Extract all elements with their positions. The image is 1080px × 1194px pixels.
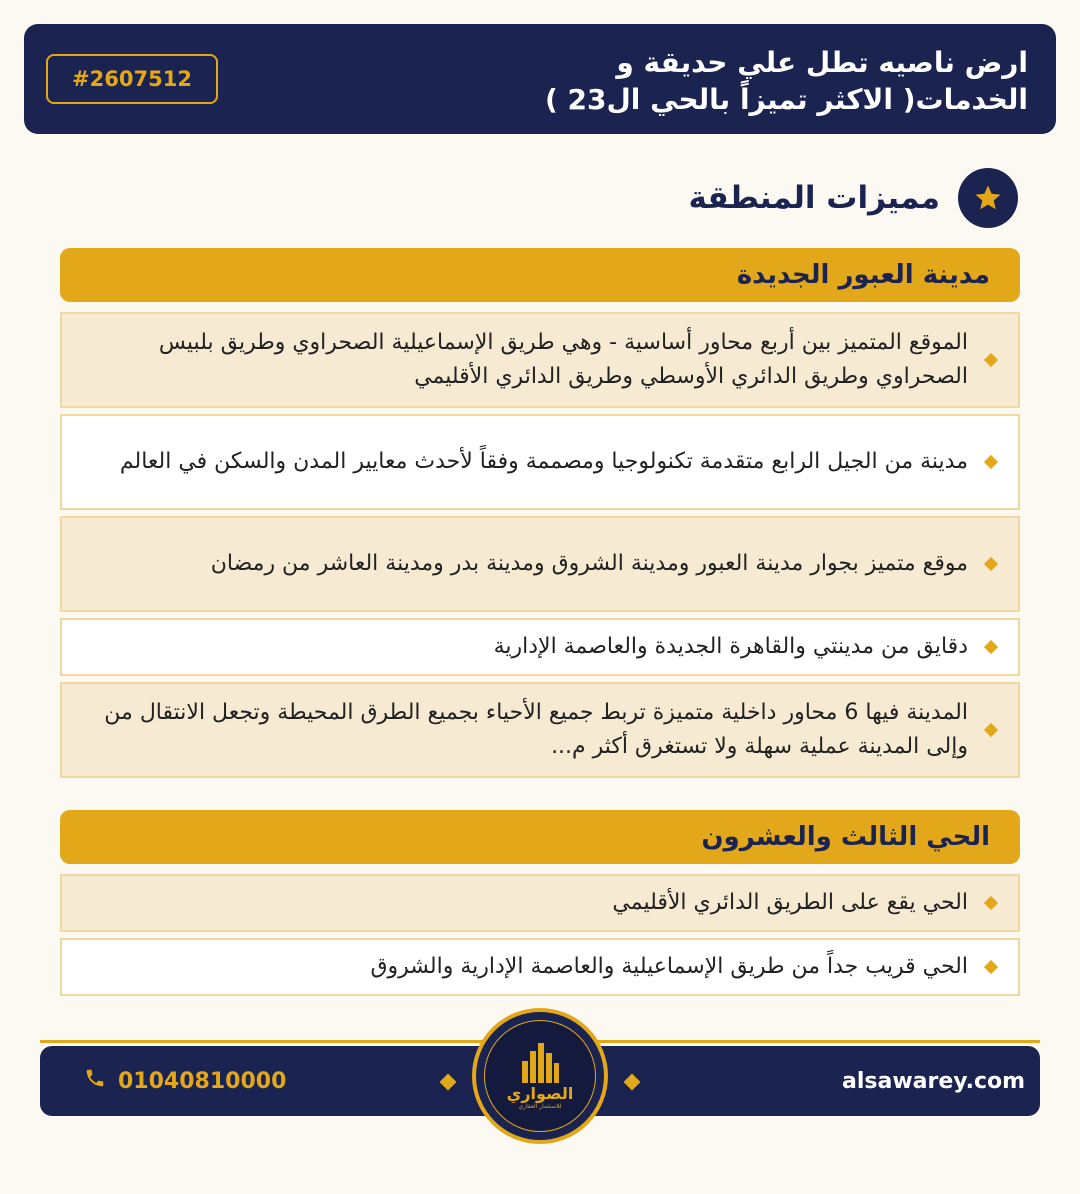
star-icon <box>958 168 1018 228</box>
phone-link[interactable] <box>84 1046 286 1116</box>
list-item: الحي قريب جداً من طريق الإسماعيلية والعاصمة الإدارية والشروق <box>60 938 1020 996</box>
list-item: الحي يقع على الطريق الدائري الأقليمي <box>60 874 1020 932</box>
listing-id-badge: #2607512 <box>46 54 218 104</box>
group-heading-obour: مدينة العبور الجديدة <box>60 248 1020 302</box>
diamond-ornament-icon <box>440 1074 457 1091</box>
diamond-bullet-icon <box>984 640 998 654</box>
phone-number: 01040810000 <box>118 1068 287 1094</box>
section-title-row <box>689 168 1019 228</box>
listing-title <box>328 44 1028 118</box>
list-item: دقايق من مدينتي والقاهرة الجديدة والعاصمة الإدارية <box>60 618 1020 676</box>
group-heading-district-23: الحي الثالث والعشرون <box>60 810 1020 864</box>
diamond-bullet-icon <box>984 723 998 737</box>
list-item: موقع متميز بجوار مدينة العبور ومدينة الشروق ومدينة بدر ومدينة العاشر من رمضان <box>60 516 1020 612</box>
listing-header <box>24 24 1056 134</box>
logo-subtitle: للاستثمار العقاري <box>518 1103 562 1110</box>
diamond-ornament-icon <box>624 1074 641 1091</box>
diamond-bullet-icon <box>984 455 998 469</box>
listing-title-line1: ارض ناصيه تطل علي حديقة و <box>616 46 1028 79</box>
diamond-bullet-icon <box>984 557 998 571</box>
website-link[interactable]: alsawarey.com <box>842 1068 1026 1094</box>
listing-title-line2: الخدمات( الاكثر تميزاً بالحي ال23 ) <box>544 83 1028 116</box>
building-icon <box>516 1041 564 1083</box>
list-item: الموقع المتميز بين أربع محاور أساسية - وهي طريق الإسماعيلية الصحراوي وطريق بلبيس الصحراوي وطريق الدائري الأوسطي وطريق الدائري الأقليمي <box>60 312 1020 408</box>
company-logo <box>472 1008 608 1144</box>
list-item: مدينة من الجيل الرابع متقدمة تكنولوجيا ومصممة وفقاً لأحدث معايير المدن والسكن في العالم <box>60 414 1020 510</box>
section-title: مميزات المنطقة <box>688 180 940 216</box>
diamond-bullet-icon <box>984 960 998 974</box>
diamond-bullet-icon <box>984 353 998 367</box>
phone-icon <box>84 1067 106 1095</box>
list-item: المدينة فيها 6 محاور داخلية متميزة تربط جميع الأحياء بجميع الطرق المحيطة وتجعل الانتقال من وإلى المدينة عملية سهلة ولا تستغرق أكثر م... <box>60 682 1020 778</box>
diamond-bullet-icon <box>984 896 998 910</box>
logo-name: الصواري <box>506 1084 574 1103</box>
